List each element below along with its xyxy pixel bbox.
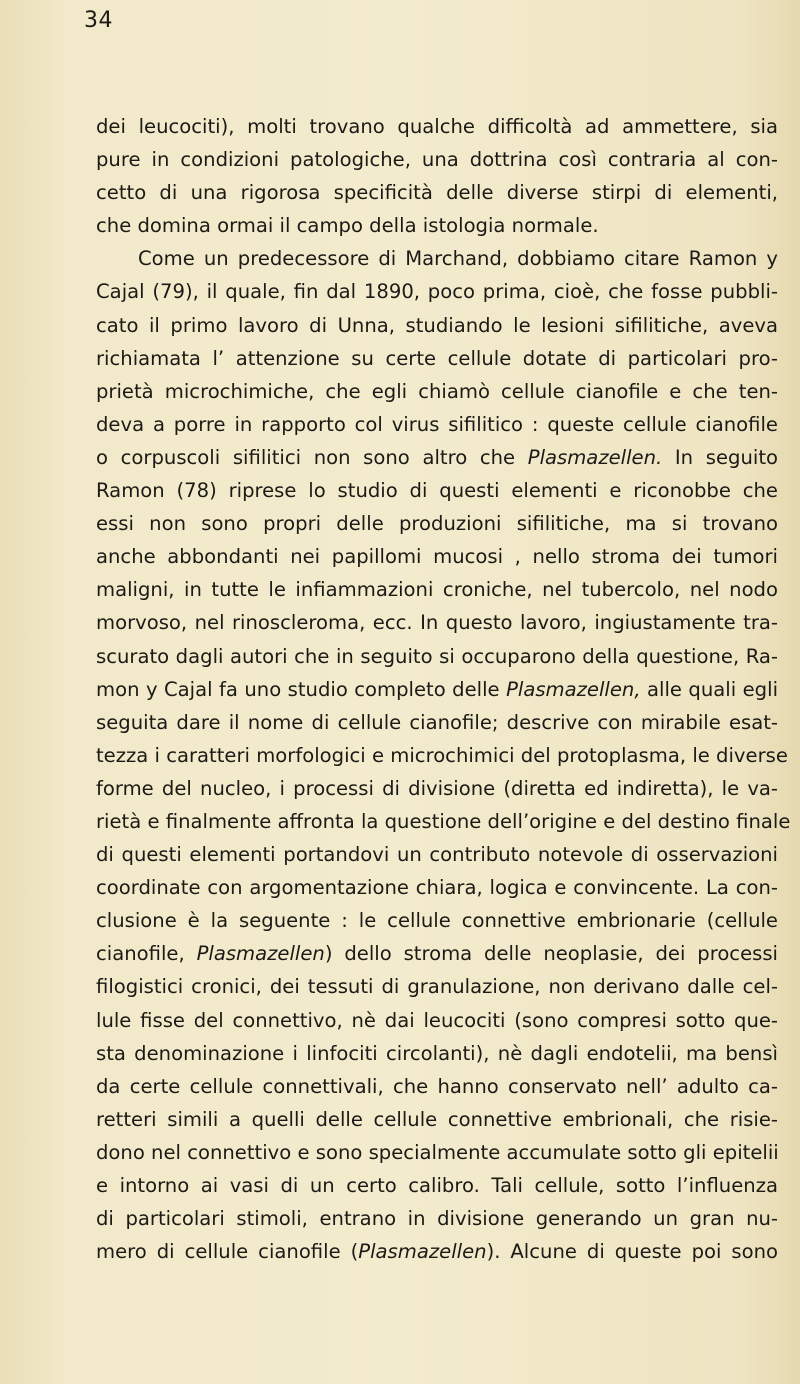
text-line — [96, 838, 778, 871]
text-line — [96, 673, 778, 706]
text-line — [96, 408, 778, 441]
text-line — [96, 375, 778, 408]
text-line — [96, 1037, 778, 1070]
text-segment: ) dello stroma delle neoplasie, dei processi — [324, 942, 778, 966]
text-segment: anche abbondanti nei papillomi mucosi , nello stroma dei tumori — [96, 545, 778, 569]
text-segment: e intorno ai vasi di un certo calibro. Tali cellule, sotto l’influenza — [96, 1174, 778, 1197]
text-segment: In seguito — [662, 445, 778, 469]
text-line — [96, 1103, 778, 1136]
italic-term: Plasmazellen, — [506, 677, 641, 701]
text-segment: pure in condizioni patologiche, una dottrina così contraria al con- — [96, 148, 778, 172]
text-segment: mon y Cajal fa uno studio completo delle — [96, 677, 507, 701]
text-segment: retteri simili a quelli delle cellule connettive embrionali, che risie- — [96, 1107, 778, 1131]
text-line — [96, 1235, 778, 1268]
text-segment: coordinate con argomentazione chiara, logica e convincente. La con- — [96, 876, 778, 900]
text-segment: clusione è la seguente : le cellule connettive embrionarie (cellule — [96, 909, 778, 933]
italic-term: Plasmazellen. — [527, 445, 663, 469]
text-segment: prietà microchimiche, che egli chiamò cellule cianofile e che ten- — [96, 379, 778, 403]
text-segment: dei leucociti), molti trovano qualche difficoltà ad ammettere, sia — [96, 115, 778, 138]
text-line — [96, 143, 778, 176]
text-segment: di questi elementi portandovi un contributo notevole di osservazioni — [96, 843, 778, 867]
text-segment: Come un predecessore di Marchand, dobbiamo citare Ramon y — [138, 247, 778, 271]
text-segment: seguita dare il nome di cellule cianofile; descrive con mirabile esat- — [96, 710, 778, 734]
body-text — [96, 110, 791, 1268]
text-line — [96, 1136, 778, 1169]
text-segment: dono nel connettivo e sono specialmente accumulate sotto gli epitelii — [96, 1140, 779, 1164]
text-segment: di particolari stimoli, entrano in divisione generando un gran nu- — [96, 1207, 778, 1231]
text-segment: mero di cellule cianofile ( — [96, 1240, 359, 1264]
text-segment: cetto di una rigorosa specificità delle diverse stirpi di elementi, — [96, 181, 778, 205]
text-line — [96, 606, 778, 639]
text-line — [96, 772, 778, 805]
text-line — [96, 342, 778, 375]
italic-term: Plasmazellen — [358, 1240, 487, 1264]
text-segment: deva a porre in rapporto col virus sifilitico : queste cellule cianofile — [96, 412, 778, 436]
text-line — [96, 871, 778, 904]
text-line — [96, 573, 778, 606]
text-segment: morvoso, nel rinoscleroma, ecc. In questo lavoro, ingiustamente tra- — [96, 611, 778, 635]
text-segment: ). Alcune di queste poi sono — [486, 1240, 779, 1264]
text-line — [96, 540, 778, 573]
text-line — [96, 309, 778, 342]
text-line — [96, 904, 778, 937]
text-line — [96, 640, 778, 673]
text-segment: filogistici cronici, dei tessuti di granulazione, non derivano dalle cel- — [96, 975, 778, 999]
text-segment: maligni, in tutte le infiammazioni croniche, nel tubercolo, nel nodo — [96, 578, 778, 602]
text-segment: scurato dagli autori che in seguito si occuparono della questione, Ra- — [96, 644, 778, 668]
text-line — [96, 805, 791, 838]
text-segment: alle quali egli — [640, 677, 779, 701]
text-line — [96, 1169, 778, 1202]
text-segment: Cajal (79), il quale, fin dal 1890, poco prima, cioè, che fosse pubbli- — [96, 280, 778, 304]
text-line — [96, 110, 778, 143]
text-segment: tezza i caratteri morfologici e microchimici del protoplasma, le diverse — [96, 743, 788, 767]
text-segment: lule fisse del connettivo, nè dai leucociti (sono compresi sotto que- — [96, 1008, 778, 1032]
text-segment: o corpuscoli sifilitici non sono altro che — [96, 445, 528, 469]
italic-term: Plasmazellen — [196, 942, 325, 966]
text-segment: da certe cellule connettivali, che hanno conservato nell’ adulto ca- — [96, 1074, 778, 1098]
text-segment: essi non sono propri delle produzioni sifilitiche, ma si trovano — [96, 512, 778, 536]
text-segment: sta denominazione i linfociti circolanti), nè dagli endotelii, ma bensì — [96, 1041, 778, 1065]
text-line — [96, 242, 778, 275]
text-line — [96, 176, 778, 209]
text-segment: cianofile, — [96, 942, 197, 966]
text-line — [96, 474, 778, 507]
page-number: 34 — [84, 8, 113, 33]
text-line — [96, 507, 778, 540]
text-line — [96, 1070, 778, 1103]
text-line — [96, 1202, 778, 1235]
text-line — [96, 937, 778, 970]
text-segment: Ramon (78) riprese lo studio di questi elementi e riconobbe che — [96, 479, 778, 503]
text-segment: forme del nucleo, i processi di divisione (diretta ed indiretta), le va- — [96, 776, 778, 800]
text-line — [96, 441, 778, 474]
text-line — [96, 970, 778, 1003]
text-segment: rietà e finalmente affronta la questione dell’origine e del destino finale — [96, 809, 791, 833]
text-line — [96, 1004, 778, 1037]
text-line — [96, 706, 778, 739]
text-segment: richiamata l’ attenzione su certe cellule dotate di particolari pro- — [96, 346, 778, 370]
text-line — [96, 739, 788, 772]
text-segment: cato il primo lavoro di Unna, studiando le lesioni sifilitiche, aveva — [96, 313, 778, 337]
text-line — [96, 209, 778, 242]
text-segment: che domina ormai il campo della istologia normale. — [96, 214, 599, 238]
text-line — [96, 275, 778, 308]
